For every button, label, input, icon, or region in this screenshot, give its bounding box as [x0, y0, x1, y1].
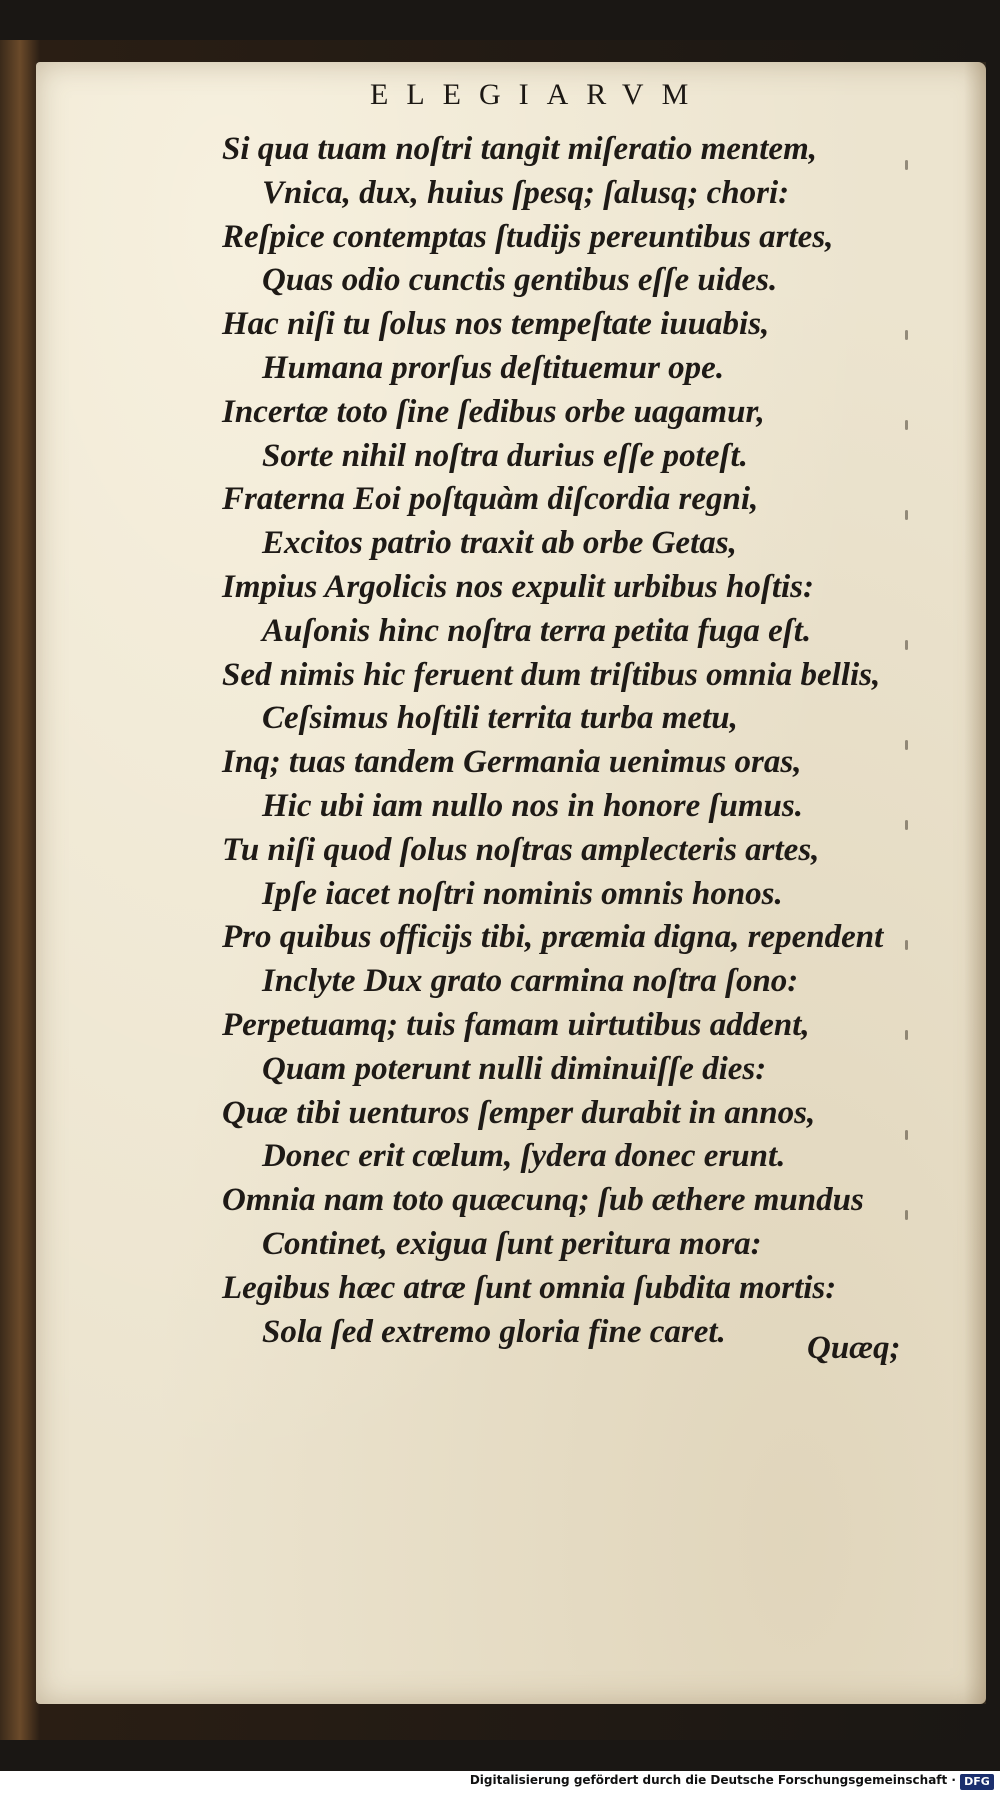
verse-line: Legibus hæc atræ ſunt omnia ſubdita mortis: [222, 1269, 837, 1306]
running-head: ELEGIARVM [370, 78, 707, 111]
verse-line: Incertæ toto ſine ſedibus orbe uagamur, [222, 393, 765, 430]
show-through-mark [905, 820, 908, 830]
show-through-mark [905, 1210, 908, 1220]
verse-line: Si qua tuam noſtri tangit miſeratio mentem, [222, 131, 817, 167]
verse-line: Omnia nam toto quæcunq; ſub æthere mundus [222, 1182, 864, 1219]
verse-line: Auſonis hinc noſtra terra petita fuga eſt. [262, 612, 812, 649]
verse-line: Perpetuamq; tuis famam uirtutibus addent, [222, 1006, 810, 1043]
verse-line: Quæ tibi uenturos ſemper durabit in annos, [222, 1094, 816, 1131]
footer-credit: Digitalisierung gefördert durch die Deutsche Forschungsgemeinschaft · [469, 1773, 956, 1787]
margin-show-through-marks [895, 120, 925, 1320]
footer-bar [0, 1771, 1000, 1794]
show-through-mark [905, 640, 908, 650]
verse-line: Donec erit cœlum, ſydera donec erunt. [262, 1138, 786, 1175]
dfg-logo: DFG [960, 1774, 994, 1790]
verse-line: Excitos patrio traxit ab orbe Getas, [262, 525, 737, 562]
verse-line: Impius Argolicis nos expulit urbibus hoſtis: [222, 568, 815, 605]
verse-block [222, 128, 922, 1354]
verse-line: Inclyte Dux grato carmina noſtra ſono: [262, 963, 799, 1000]
verse-line: Hac niſi tu ſolus nos tempeſtate iuuabis, [222, 306, 770, 343]
verse-line: Hic ubi iam nullo nos in honore ſumus. [262, 787, 804, 824]
catchword: Quæq; [807, 1330, 901, 1366]
verse-line: Reſpice contemptas ſtudijs pereuntibus artes, [222, 218, 834, 255]
show-through-mark [905, 1130, 908, 1140]
verse-line: Fraterna Eoi poſtquàm diſcordia regni, [222, 481, 759, 518]
verse-line: Humana prorſus deſtituemur ope. [262, 349, 725, 386]
show-through-mark [905, 160, 908, 170]
show-through-mark [905, 1030, 908, 1040]
verse-line: Sola ſed extremo gloria fine caret. [262, 1313, 726, 1350]
show-through-mark [905, 510, 908, 520]
verse-line: Ceſsimus hoſtili territa turba metu, [262, 700, 738, 737]
page-gutter-shadow [964, 62, 986, 1704]
verse-line: Ipſe iacet noſtri nominis omnis honos. [262, 875, 783, 912]
verse-line: Sed nimis hic feruent dum triſtibus omnia bellis, [222, 656, 881, 693]
verse-line: Quam poterunt nulli diminuiſſe dies: [262, 1050, 767, 1087]
verse-line: Inq; tuas tandem Germania uenimus oras, [222, 744, 802, 781]
verse-line: Sorte nihil noſtra durius eſſe poteſt. [262, 437, 748, 474]
verse-line: Pro quibus officijs tibi, præmia digna, rependent [222, 919, 884, 956]
verse-line: Tu niſi quod ſolus noſtras amplecteris artes, [222, 831, 820, 868]
show-through-mark [905, 330, 908, 340]
verse-line: Continet, exigua ſunt peritura mora: [262, 1225, 762, 1262]
show-through-mark [905, 420, 908, 430]
verse-line: Vnica, dux, huius ſpesq; ſalusq; chori: [262, 174, 790, 211]
verse-line: Quas odio cunctis gentibus eſſe uides. [262, 262, 778, 299]
show-through-mark [905, 740, 908, 750]
show-through-mark [905, 940, 908, 950]
